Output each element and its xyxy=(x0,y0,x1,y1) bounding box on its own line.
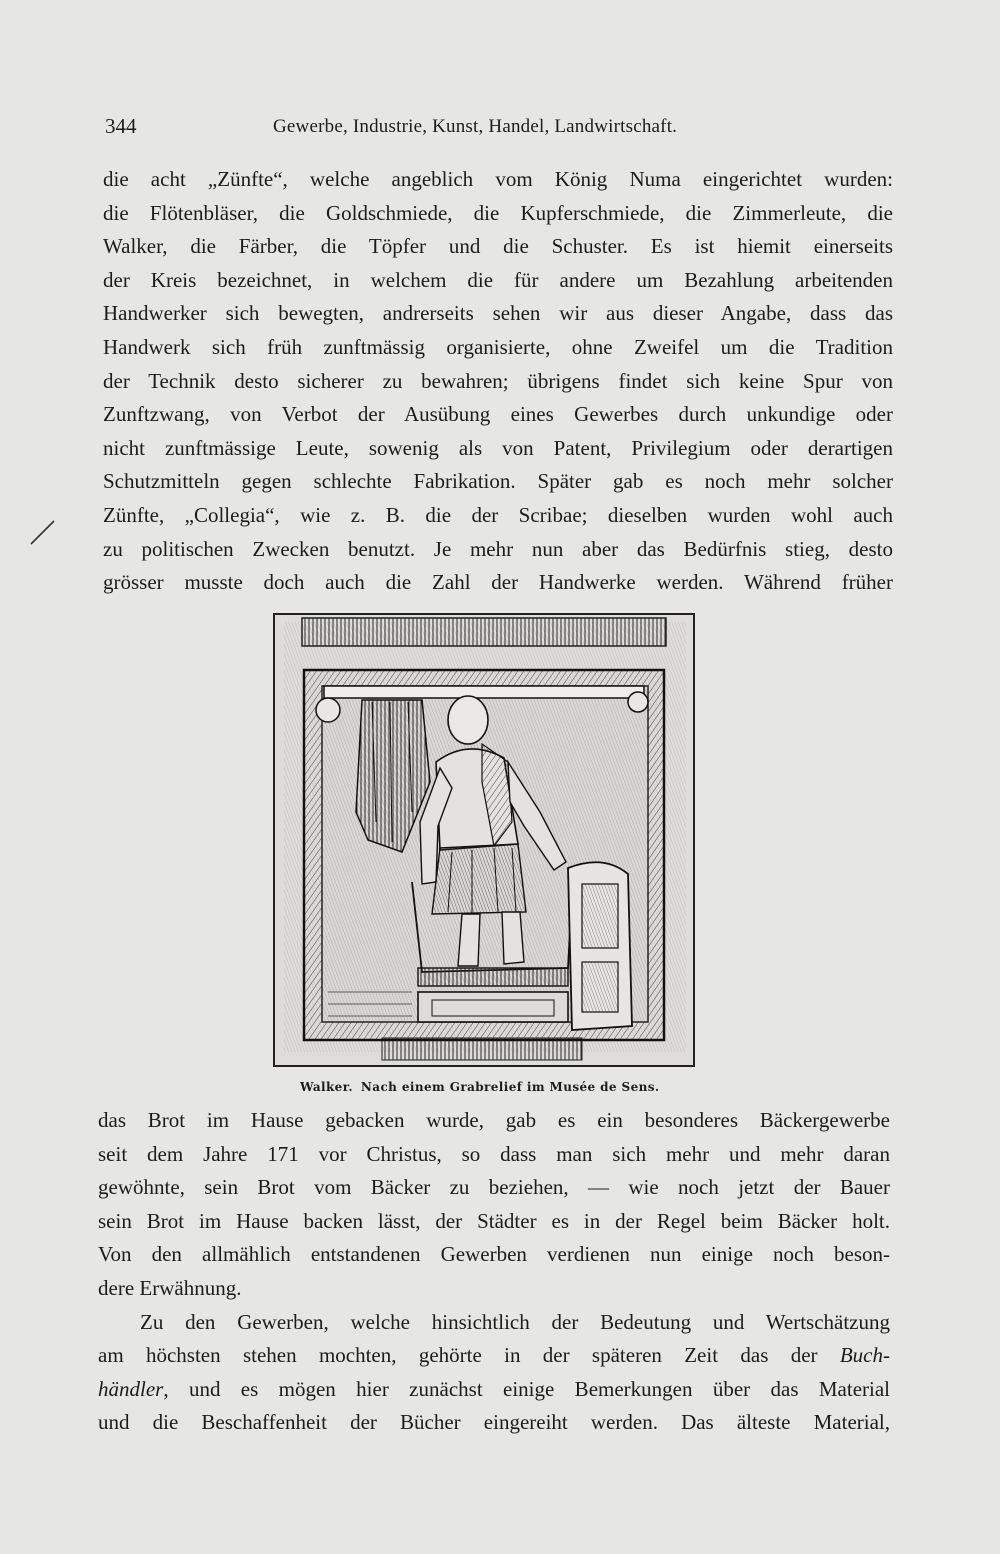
page-header xyxy=(105,114,897,144)
text-line: der Kreis bezeichnet, in welchem die für andere um Bezahlung arbeitenden xyxy=(103,267,893,292)
text-line: zu politischen Zwecken benutzt. Je mehr nun aber das Bedürfnis stieg, desto xyxy=(103,536,893,561)
upper-paragraph xyxy=(103,163,893,600)
page-number: 344 xyxy=(105,114,137,138)
text-line xyxy=(98,1339,890,1373)
text-line xyxy=(98,1373,890,1407)
text-line: der Technik desto sicherer zu bewahren; übrigens findet sich keine Spur von xyxy=(103,368,893,393)
running-head: Gewerbe, Industrie, Kunst, Handel, Landwirtschaft. xyxy=(273,116,678,137)
text-line: Zünfte, „Collegia“, wie z. B. die der Scribae; dieselben wurden wohl auch xyxy=(103,502,893,527)
relief-illustration xyxy=(272,612,696,1076)
lower-paragraph xyxy=(98,1104,890,1440)
text-line: und die Beschaffenheit der Bücher eingereiht werden. Das älteste Material, xyxy=(98,1410,890,1435)
caption-label: Walker. xyxy=(300,1080,353,1094)
text-line: sein Brot im Hause backen lässt, der Städter es in der Regel beim Bäcker holt. xyxy=(98,1208,890,1233)
text-line: die Flötenbläser, die Goldschmiede, die Kupferschmiede, die Zimmerleute, die xyxy=(103,200,893,225)
text-line: Handwerker sich bewegten, andrerseits sehen wir aus dieser Angabe, dass das xyxy=(103,301,893,326)
text-line: die acht „Zünfte“, welche angeblich vom König Numa eingerichtet wurden: xyxy=(103,167,893,191)
text-line: seit dem Jahre 171 vor Christus, so dass man sich mehr und mehr daran xyxy=(98,1141,890,1166)
text-run: am höchsten stehen mochten, gehörte in der späteren Zeit das der xyxy=(98,1343,840,1368)
text-line: gewöhnte, sein Brot vom Bäcker zu beziehen, — wie noch jetzt der Bauer xyxy=(98,1175,890,1200)
pencil-margin-mark xyxy=(28,518,58,548)
text-line: nicht zunftmässige Leute, sowenig als von Patent, Privilegium oder derartigen xyxy=(103,435,893,460)
text-run: , und es mögen hier zunächst einige Bemerkungen über das Material xyxy=(163,1376,890,1401)
text-line: grösser musste doch auch die Zahl der Handwerke werden. Während früher xyxy=(103,570,893,595)
text-line: Schutzmitteln gegen schlechte Fabrikation. Später gab es noch mehr solcher xyxy=(103,469,893,494)
text-line: Von den allmählich entstandenen Gewerben verdienen nun einige noch beson- xyxy=(98,1242,890,1267)
figure-caption xyxy=(300,1080,700,1094)
text-line: das Brot im Hause gebacken wurde, gab es ein besonderes Bäckergewerbe xyxy=(98,1108,890,1132)
text-line: Zunftzwang, von Verbot der Ausübung eines Gewerbes durch unkundige oder xyxy=(103,402,893,427)
text-line: Handwerk sich früh zunftmässig organisierte, ohne Zweifel um die Tradition xyxy=(103,334,893,359)
italic-term: händler xyxy=(98,1376,164,1401)
caption-text: Nach einem Grabrelief im Musée de Sens. xyxy=(360,1080,660,1094)
text-line: Walker, die Färber, die Töpfer und die Schuster. Es ist hiemit einerseits xyxy=(103,234,893,259)
text-line: Zu den Gewerben, welche hinsichtlich der Bedeutung und Wertschätzung xyxy=(140,1309,890,1334)
italic-term: Buch- xyxy=(839,1343,890,1368)
text-line: dere Erwähnung. xyxy=(98,1275,242,1300)
